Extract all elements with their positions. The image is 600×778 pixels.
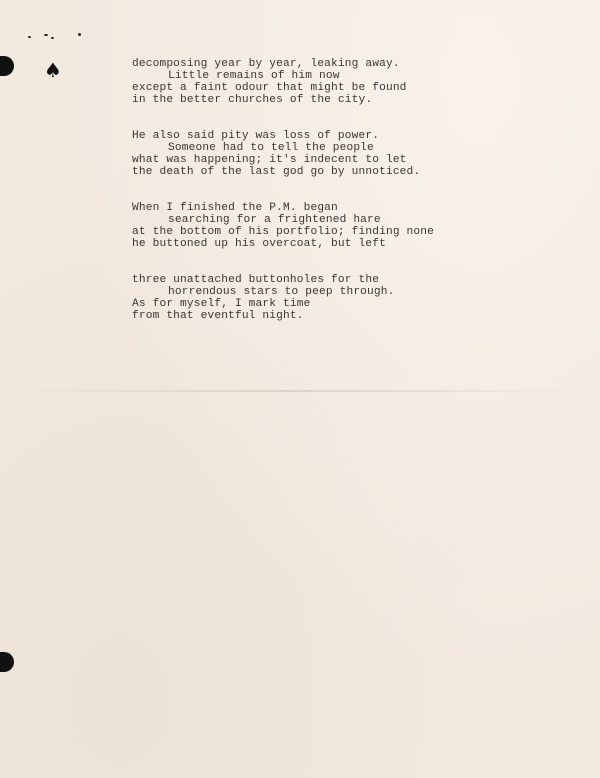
poem-line: he buttoned up his overcoat, but left <box>132 238 386 250</box>
stanza-3 <box>132 202 572 250</box>
ink-speck <box>44 34 48 36</box>
poem-line: He also said pity was loss of power. <box>132 130 380 142</box>
stanza-2 <box>132 130 572 178</box>
spade-mark-icon: ♠ <box>44 58 62 82</box>
stanza-4 <box>132 274 572 322</box>
ink-speck <box>51 37 54 39</box>
punch-hole-top-icon <box>0 56 14 76</box>
poem-line: horrendous stars to peep through. <box>168 286 395 298</box>
ink-speck <box>28 36 31 38</box>
poem-line: Someone had to tell the people <box>168 142 374 154</box>
punch-hole-bottom-icon <box>0 652 14 672</box>
poem-line: what was happening; it's indecent to let <box>132 154 407 166</box>
poem-line: decomposing year by year, leaking away. <box>132 58 400 70</box>
poem-line: searching for a frightened hare <box>168 214 381 226</box>
poem-line: except a faint odour that might be found <box>132 82 407 94</box>
poem-line: three unattached buttonholes for the <box>132 274 380 286</box>
paper-fold-crease <box>0 390 600 392</box>
poem-text <box>132 58 572 322</box>
poem-line: in the better churches of the city. <box>132 94 373 106</box>
stanza-1 <box>132 58 572 106</box>
poem-line: at the bottom of his portfolio; finding none <box>132 226 434 238</box>
ink-speck <box>78 33 81 36</box>
poem-line: As for myself, I mark time <box>132 298 311 310</box>
poem-line: the death of the last god go by unnoticed. <box>132 166 421 178</box>
poem-line: When I finished the P.M. began <box>132 202 338 214</box>
poem-line: from that eventful night. <box>132 310 304 322</box>
poem-line: Little remains of him now <box>168 70 340 82</box>
